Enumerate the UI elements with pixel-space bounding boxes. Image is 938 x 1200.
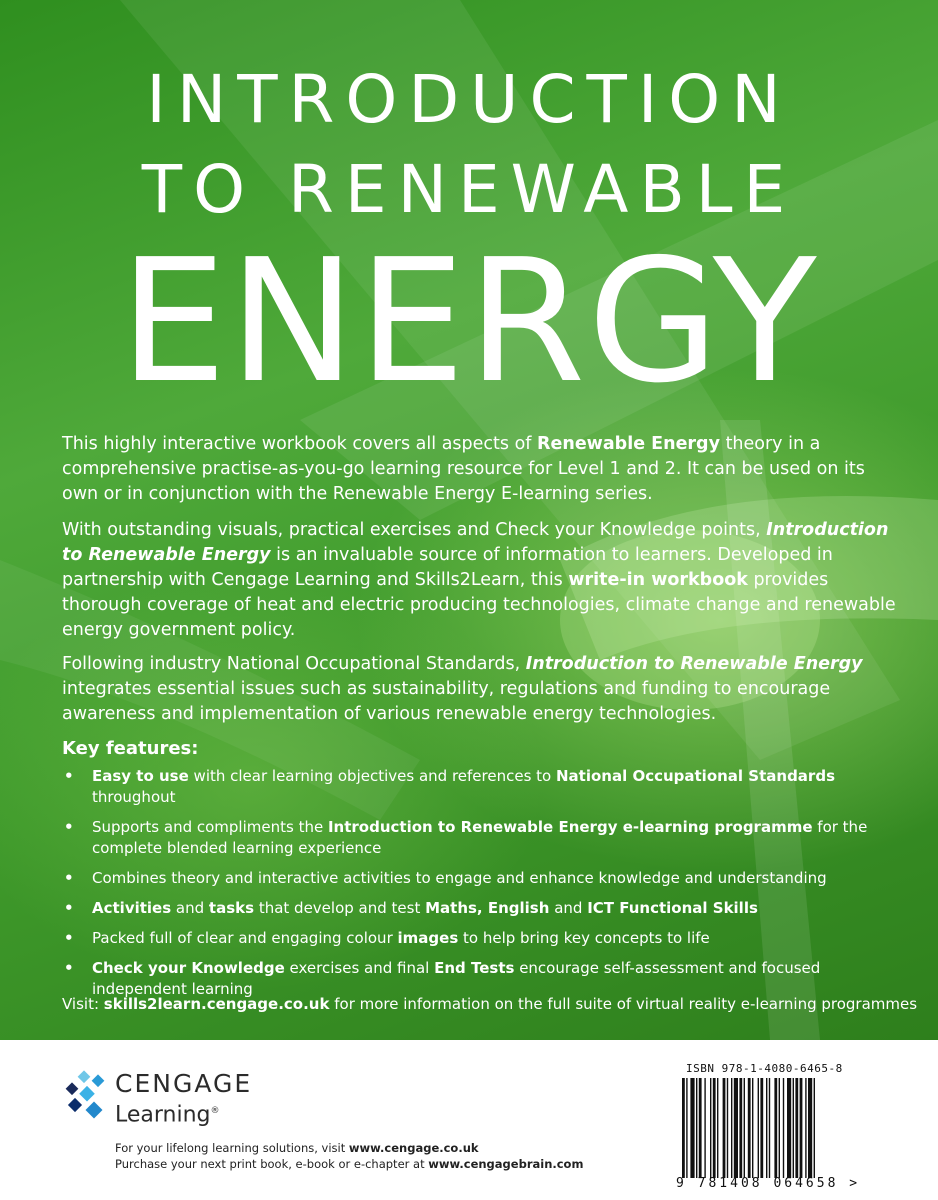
cengage-brand: [115, 1070, 252, 1128]
barcode-digits: 9 781408 064658 >: [676, 1176, 861, 1191]
list-item: • Combines theory and interactive activities to engage and enhance knowledge and understanding: [64, 869, 827, 887]
list-item: • Easy to use with clear learning objectives and references to National Occupational Standards throughout: [64, 767, 835, 806]
bullet-icon: •: [64, 818, 74, 836]
footer-line-2: Purchase your next print book, e-book or e-chapter at www.cengagebrain.com: [115, 1157, 584, 1171]
footer-line-1: For your lifelong learning solutions, visit www.cengage.co.uk: [115, 1141, 479, 1155]
bullet-icon: •: [64, 767, 74, 785]
brand-top: CENGAGE: [115, 1069, 253, 1098]
bullet-icon: •: [64, 959, 74, 977]
key-features-heading: Key features:: [62, 738, 199, 759]
list-item: • Supports and compliments the Introduction to Renewable Energy e-learning programme for the complete blended learning experience: [64, 818, 868, 857]
list-item: • Activities and tasks that develop and test Maths, English and ICT Functional Skills: [64, 899, 758, 917]
title-line-2: TO RENEWABLE: [141, 151, 797, 228]
title-line-3: ENERGY: [119, 223, 819, 421]
cengage-logo-icon: [62, 1068, 122, 1128]
bullet-icon: •: [64, 869, 74, 887]
list-item: • Check your Knowledge exercises and final End Tests encourage self-assessment and focused independent learning: [64, 959, 821, 998]
skills2learn-link[interactable]: skills2learn.cengage.co.uk: [103, 995, 330, 1013]
intro-paragraph-2: With outstanding visuals, practical exercises and Check your Knowledge points, Introduction to Renewable Energy is an invaluable source of information to learners. Developed in partnership with Cengage Learning and Skills2Learn, this write-in workbook provides thorough coverage of heat and electric producing technologies, climate change and renewable energy government policy.: [62, 520, 896, 640]
bullet-icon: •: [64, 929, 74, 947]
cengagebrain-link[interactable]: www.cengagebrain.com: [428, 1157, 584, 1171]
brand-bottom: Learning®: [115, 1102, 220, 1128]
list-item: • Packed full of clear and engaging colour images to help bring key concepts to life: [64, 929, 710, 947]
title-line-1: INTRODUCTION: [146, 61, 792, 138]
key-features-list: [62, 766, 912, 1009]
isbn-label: ISBN 978-1-4080-6465-8: [686, 1062, 843, 1075]
footer: [0, 1040, 938, 1200]
intro-paragraph-1: This highly interactive workbook covers all aspects of Renewable Energy theory in a comprehensive practise-as-you-go learning resource for Level 1 and 2. It can be used on its own or in conjunction with the Renewable Energy E-learning series.: [62, 434, 865, 504]
cengage-link[interactable]: www.cengage.co.uk: [348, 1141, 479, 1155]
footer-lines: [115, 1140, 583, 1172]
barcode-image: [680, 1078, 880, 1178]
intro-paragraph-3: Following industry National Occupational Standards, Introduction to Renewable Energy integrates essential issues such as sustainability, regulations and funding to encourage awareness and implementation of various renewable energy technologies.: [62, 654, 863, 724]
visit-line: Visit: skills2learn.cengage.co.uk for more information on the full suite of virtual reality e-learning programmes: [62, 995, 918, 1013]
bullet-icon: •: [64, 899, 74, 917]
